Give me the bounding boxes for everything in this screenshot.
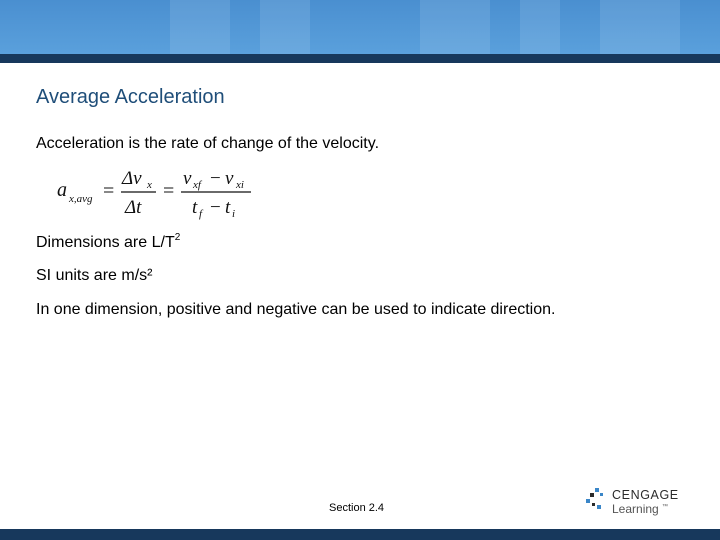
- cengage-logo: [583, 484, 693, 520]
- acceleration-equation: [55, 164, 265, 224]
- logo-tm: ™: [662, 504, 668, 510]
- banner-tile: [600, 0, 680, 54]
- eq-frac2-num-b: v: [225, 168, 234, 189]
- bottom-bar: [0, 529, 720, 540]
- eq-frac2-den-b-sub: i: [232, 208, 236, 220]
- slide-title: Average Acceleration: [36, 86, 225, 108]
- si-units-text: SI units are m/s²: [36, 267, 153, 284]
- dimensions-text: [36, 232, 180, 252]
- eq-frac2-den-a-sub: f: [199, 208, 203, 220]
- dimensions-main: Dimensions are L/T: [36, 234, 175, 251]
- eq-frac2-num-b-sub: xi: [236, 179, 244, 191]
- logo-brand: CENGAGE: [612, 488, 679, 502]
- eq-frac2-den-minus: −: [210, 197, 221, 218]
- section-label: Section 2.4: [329, 502, 385, 514]
- top-banner: [0, 0, 720, 54]
- eq-lhs-base: a: [57, 179, 67, 201]
- eq-frac2-num-a: v: [183, 168, 192, 189]
- eq-frac1-num: Δv: [122, 168, 142, 189]
- dimensions-exponent: 2: [174, 232, 181, 243]
- eq-equals-2: =: [163, 180, 175, 202]
- header-band: [0, 54, 720, 63]
- banner-tile: [420, 0, 490, 54]
- eq-frac2-num-a-sub: xf: [193, 179, 201, 191]
- eq-lhs-sub: x,avg: [69, 193, 93, 205]
- banner-tile: [260, 0, 310, 54]
- cengage-dots-icon: [586, 488, 603, 509]
- eq-frac2-den-b: t: [225, 197, 231, 218]
- eq-frac2-minus: −: [210, 168, 221, 189]
- definition-text: Acceleration is the rate of change of the velocity.: [36, 135, 380, 152]
- banner-tile: [520, 0, 560, 54]
- banner-tile: [170, 0, 230, 54]
- eq-frac2-den-a: t: [192, 197, 198, 218]
- eq-frac1-num-sub: x: [147, 179, 152, 191]
- eq-equals-1: =: [103, 180, 115, 202]
- logo-sub: Learning: [612, 502, 659, 516]
- eq-frac1-den: Δt: [125, 197, 142, 218]
- direction-text: In one dimension, positive and negative can be used to indicate direction.: [36, 301, 556, 318]
